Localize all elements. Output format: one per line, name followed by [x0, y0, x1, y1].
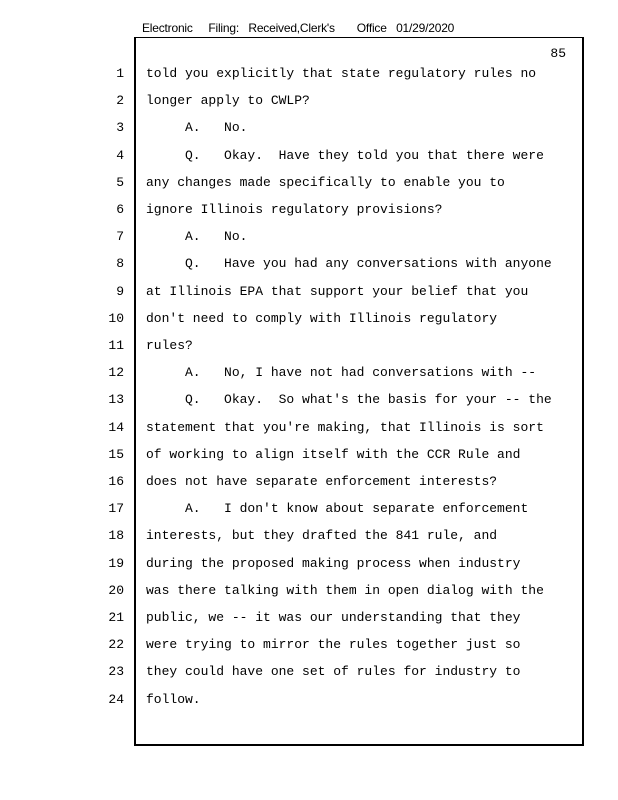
- line-text: any changes made specifically to enable you to: [146, 174, 505, 190]
- line-number: 3: [116, 120, 124, 136]
- line-number: 20: [108, 582, 124, 598]
- transcript-line: [0, 610, 618, 637]
- line-text: during the proposed making process when industry: [146, 555, 521, 571]
- line-number: 5: [116, 174, 124, 190]
- transcript-line: [0, 501, 618, 528]
- line-number: 13: [108, 392, 124, 408]
- line-number: 8: [116, 256, 124, 272]
- transcript-line: [0, 447, 618, 474]
- line-text: Q. Okay. Have they told you that there were: [146, 147, 544, 163]
- page-number: 85: [550, 46, 566, 61]
- line-text: Q. Have you had any conversations with anyone: [146, 256, 552, 272]
- filing-stamp-header: Electronic Filing: Received,Clerk's Office 01/29/2020: [142, 21, 455, 35]
- line-text: they could have one set of rules for industry to: [146, 664, 521, 680]
- transcript-line: [0, 175, 618, 202]
- line-text: told you explicitly that state regulatory rules no: [146, 66, 537, 81]
- line-text: interests, but they drafted the 841 rule, and: [146, 528, 498, 544]
- line-number: 23: [108, 664, 124, 680]
- transcript-line: [0, 93, 618, 120]
- line-text: A. No.: [146, 229, 248, 245]
- line-text: at Illinois EPA that support your belief that you: [146, 283, 529, 299]
- line-number: 4: [116, 147, 124, 163]
- transcript-line: [0, 392, 618, 419]
- line-number: 7: [116, 229, 124, 245]
- line-text: of working to align itself with the CCR Rule and: [146, 446, 521, 462]
- transcript-line: [0, 66, 618, 93]
- transcript-line: [0, 256, 618, 283]
- line-text: public, we -- it was our understanding that they: [146, 610, 521, 625]
- transcript-line: [0, 637, 618, 664]
- line-text: longer apply to CWLP?: [146, 93, 310, 109]
- line-number: 22: [108, 637, 124, 653]
- transcript-line: [0, 202, 618, 229]
- transcript-line: [0, 311, 618, 338]
- line-number: 11: [108, 338, 124, 353]
- line-number: 17: [108, 501, 124, 517]
- transcript-line: [0, 474, 618, 501]
- line-number: 16: [108, 474, 124, 489]
- line-number: 18: [108, 528, 124, 544]
- line-text: Q. Okay. So what's the basis for your -- the: [146, 392, 552, 408]
- line-number: 24: [108, 691, 124, 707]
- transcript-line: [0, 528, 618, 555]
- transcript-line: [0, 664, 618, 691]
- transcript-line: [0, 148, 618, 175]
- transcript-line: [0, 284, 618, 311]
- line-number: 21: [108, 610, 124, 625]
- transcript-line: [0, 583, 618, 610]
- line-text: rules?: [146, 338, 193, 353]
- line-number: 2: [116, 93, 124, 109]
- line-number: 19: [108, 555, 124, 571]
- line-text: does not have separate enforcement interests?: [146, 474, 498, 489]
- transcript-line: [0, 120, 618, 147]
- line-number: 15: [108, 446, 124, 462]
- line-text: were trying to mirror the rules together just so: [146, 637, 521, 653]
- transcript-line: [0, 420, 618, 447]
- line-number: 10: [108, 310, 124, 326]
- transcript-line: [0, 229, 618, 256]
- transcript-line: [0, 365, 618, 392]
- line-text: A. No, I have not had conversations with --: [146, 365, 537, 381]
- line-text: statement that you're making, that Illinois is sort: [146, 419, 544, 435]
- line-text: ignore Illinois regulatory provisions?: [146, 202, 443, 217]
- line-number: 14: [108, 419, 124, 435]
- line-number: 1: [116, 66, 124, 81]
- transcript-line: [0, 692, 618, 719]
- line-text: A. I don't know about separate enforcement: [146, 501, 529, 517]
- line-number: 12: [108, 365, 124, 381]
- line-number: 6: [116, 202, 124, 217]
- transcript-line: [0, 338, 618, 365]
- line-text: was there talking with them in open dialog with the: [146, 582, 544, 598]
- transcript-line: [0, 556, 618, 583]
- line-number: 9: [116, 283, 124, 299]
- line-text: follow.: [146, 691, 201, 707]
- line-text: don't need to comply with Illinois regulatory: [146, 310, 498, 326]
- line-text: A. No.: [146, 120, 248, 136]
